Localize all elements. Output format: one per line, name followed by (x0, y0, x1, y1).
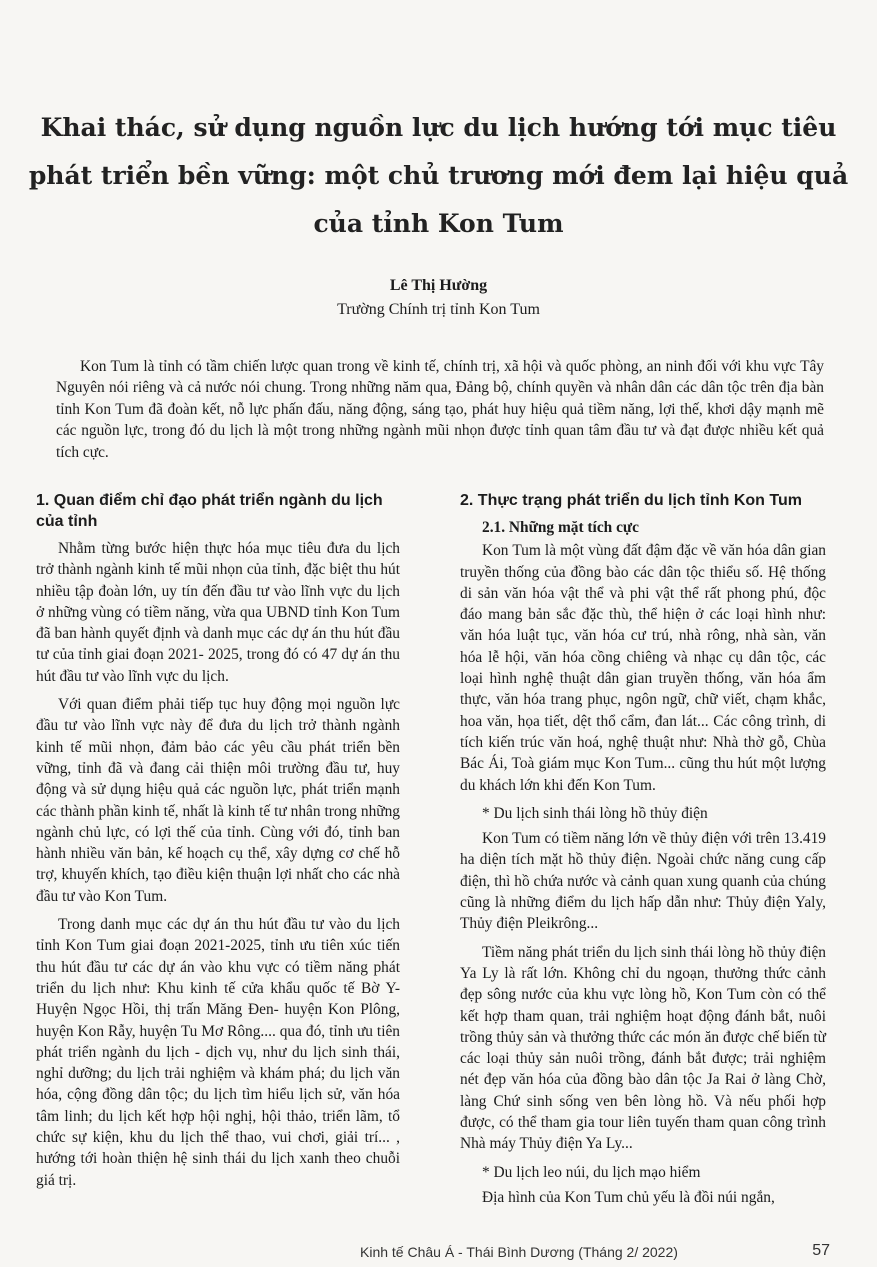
paragraph: Với quan điểm phải tiếp tục huy động mọi nguồn lực đầu tư vào lĩnh vực này để đưa du lịch trở thành ngành kinh tế mũi nhọn, đảm bảo các yêu cầu phát triển bền vững, tỉnh đã và đang cải thiện môi trường đầu tư, huy động và sử dụng hiệu quả các nguồn lực, phát triển mạnh các thành phần kinh tế, nhất là kinh tế tư nhân trong những ngành chủ lực, có lợi thế của tỉnh. Cùng với đó, tỉnh ban hành nhiều văn bản, kế hoạch cụ thể, xây dựng cơ chế hỗ trợ, khuyến khích, tạo điều kiện thuận lợi nhất cho các nhà đầu tư vào Kon Tum. (36, 696, 400, 905)
journal-name: Kinh tế Châu Á - Thái Bình Dương (Tháng 2/ 2022) (360, 1244, 678, 1260)
paragraph: Địa hình của Kon Tum chủ yếu là đồi núi ngắn, (482, 1188, 775, 1206)
author-name: Lê Thị Hường (389, 277, 488, 294)
author-affiliation: Trường Chính trị tỉnh Kon Tum (337, 301, 540, 318)
abstract (56, 356, 824, 463)
section-2-heading: 2. Thực trạng phát triển du lịch tỉnh Kon Tum (460, 492, 802, 509)
right-column (460, 490, 826, 1215)
paragraph: Kon Tum là một vùng đất đậm đặc về văn hóa dân gian truyền thống của đồng bào các dân tộc thiểu số. Hệ thống di sản văn hóa vật thể và phi vật thể rất phong phú, độc đáo mang bản sắc đặc thù, thể hiện ở các loại hình như: văn hóa luật tục, văn hóa cư trú, nhà rông, nhà sàn, văn hóa lễ hội, văn hóa cồng chiêng và nhạc cụ dân tộc, các loại hình nghệ thuật dân gian truyền thống, văn hóa ẩm thực, văn hóa trang phục, ngôn ngữ, chữ viết, chạm khắc, hoa văn, họa tiết, dệt thổ cẩm, đan lát... Các công trình, di tích kiến trúc văn hoá, nghệ thuật như: Nhà thờ gỗ, Chùa Bác Ái, Toà giám mục Kon Tum... cũng thu hút một lượng du khách lớn khi đến Kon Tum. (460, 542, 826, 794)
paragraph: Tiềm năng phát triển du lịch sinh thái lòng hồ thủy điện Ya Ly là rất lớn. Không chỉ du ngoạn, thưởng thức cảnh đẹp sông nước của khu vực lòng hồ, Kon Tum còn có thể kết hợp tham quan, trải nghiệm hoạt động đánh bắt, nuôi trồng thủy sản và thưởng thức các món ăn được chế biến từ các loại thủy sản nuôi trồng, đánh bắt được; trải nghiệm nét đẹp văn hóa của đồng bào dân tộc Ja Rai ở làng Chờ, làng Chứ sinh sống ven bên lòng hồ. Và nếu phối hợp được, có thể tham gia tour liên tuyến tham quan công trình Nhà máy Thủy điện Ya Ly... (460, 943, 826, 1153)
section-1-heading: 1. Quan điểm chỉ đạo phát triển ngành du lịch của tỉnh (36, 492, 383, 530)
abstract-text: Kon Tum là tỉnh có tầm chiến lược quan trong về kinh tế, chính trị, xã hội và quốc phòng, an ninh đối với khu vực Tây Nguyên nói riêng và cả nước nói chung. Trong những năm qua, Đảng bộ, chính quyền và nhân dân các dân tộc trên địa bàn tỉnh Kon Tum đã đoàn kết, nỗ lực phấn đấu, năng động, sáng tạo, phát huy hiệu quả tiềm năng, lợi thế, khơi dậy mạnh mẽ các nguồn lực, trong đó du lịch là một trong những ngành mũi nhọn được tỉnh quan tâm đầu tư và đạt được nhiều kết quả tích cực. (56, 358, 824, 461)
bullet-heading: * Du lịch leo núi, du lịch mạo hiểm (482, 1163, 701, 1181)
paragraph: Kon Tum có tiềm năng lớn về thủy điện với trên 13.419 ha diện tích mặt hồ thủy điện. Ngoài chức năng cung cấp điện, thì hồ chứa nước và cảnh quan xung quanh của chúng cũng là những điểm du lịch hấp dẫn như: Thủy điện Yaly, Thủy điện Pleikrông... (460, 830, 826, 933)
page-number: 57 (812, 1242, 830, 1259)
subsection-2-1-heading: 2.1. Những mặt tích cực (482, 519, 639, 536)
left-column (36, 490, 400, 1198)
paragraph: Trong danh mục các dự án thu hút đầu tư vào du lịch tỉnh Kon Tum giai đoạn 2021-2025, tỉnh ưu tiên xúc tiến thu hút đầu tư các dự án vào khu vực có tiềm năng phát triển du lịch như: Khu kinh tế cửa khẩu quốc tế Bờ Y- Huyện Ngọc Hồi, thị trấn Măng Đen- huyện Kon Plông, huyện Kon Rẫy, huyện Tu Mơ Rông.... qua đó, tỉnh ưu tiên phát triển ngành du lịch - dịch vụ, như du lịch sinh thái, nghỉ dưỡng; du lịch trải nghiệm và khám phá; du lịch văn hóa, cộng đồng dân tộc; du lịch tìm hiểu lịch sử, văn hóa tâm linh; du lịch kết hợp hội nghị, hội thảo, triển lãm, tổ chức sự kiện, khu du lịch thể thao, vui chơi, giải trí... , hướng tới hoàn thiện hệ sinh thái du lịch xanh theo chuỗi giá trị. (36, 916, 400, 1189)
bullet-heading: * Du lịch sinh thái lòng hồ thủy điện (482, 804, 708, 822)
paragraph: Nhằm từng bước hiện thực hóa mục tiêu đưa du lịch trở thành ngành kinh tế mũi nhọn của tỉnh, đặc biệt thu hút nhiều tập đoàn lớn, uy tín đến đầu tư vào lĩnh vực du lịch ở những vùng có tiềm năng, vừa qua UBND tỉnh Kon Tum đã ban hành quyết định và danh mục các dự án thu hút đầu tư của tỉnh giai đoạn 2021- 2025, trong đó có 47 dự án thu hút đầu tư vào lĩnh vực du lịch. (36, 540, 400, 685)
article-title: Khai thác, sử dụng nguồn lực du lịch hướng tới mục tiêu phát triển bền vững: một chủ trương mới đem lại hiệu quả của tỉnh Kon Tum (28, 113, 849, 238)
